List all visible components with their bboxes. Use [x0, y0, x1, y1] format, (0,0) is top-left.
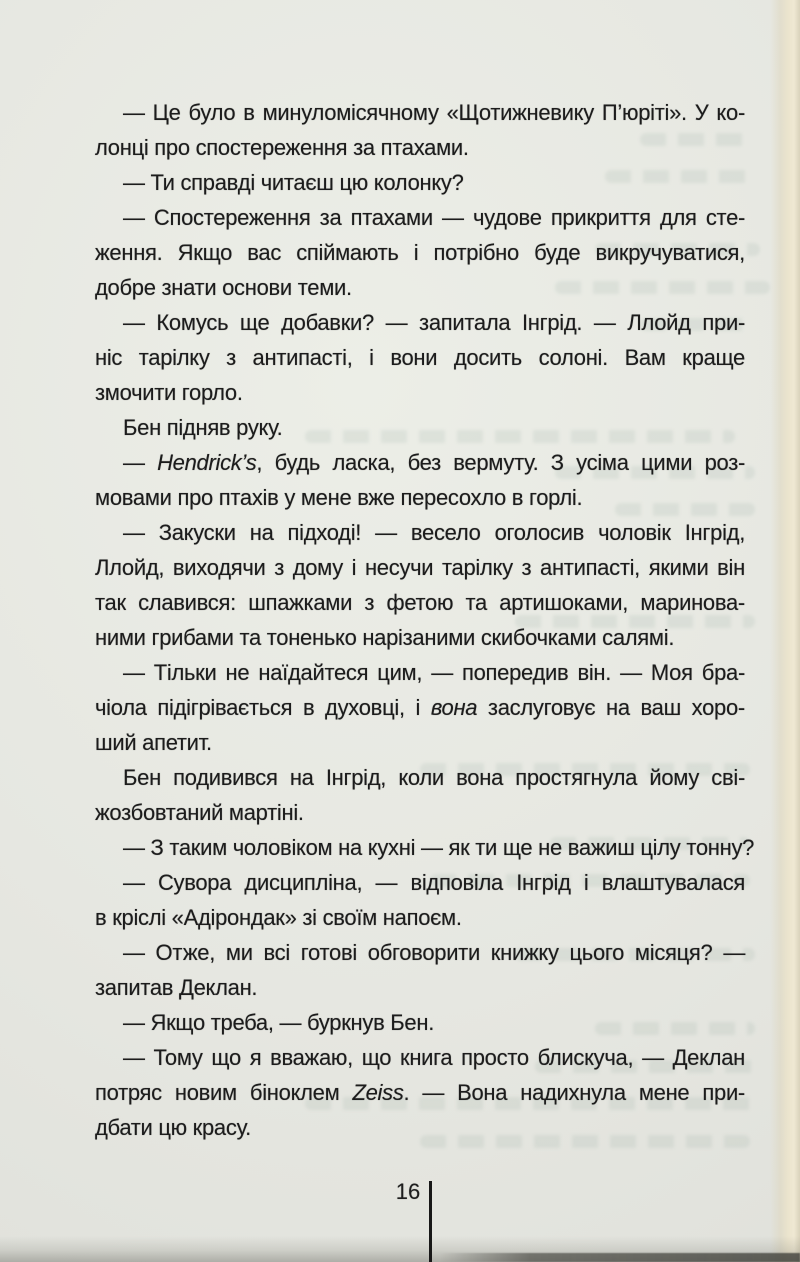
text-line: Ллойд, виходячи з дому і несучи тарілку з антипасті, якими він	[95, 555, 745, 580]
text-line: ження. Якщо вас спіймають і потрібно буде викручуватися,	[95, 240, 745, 265]
text-line: чіола підігрівається в духовці, і вона заслуговує на ваш хоро-	[95, 695, 745, 720]
text-line: — Це було в минуломісячному «Щотижневику П’юріті». У ко-	[123, 100, 745, 125]
text-line: — Комусь ще добавки? — запитала Інгрід. — Ллойд при-	[123, 310, 745, 335]
text-line: Бен підняв руку.	[123, 415, 283, 440]
text-line: — Якщо треба, — буркнув Бен.	[123, 1010, 435, 1035]
text-line: запитав Деклан.	[95, 975, 258, 1000]
text-line: в кріслі «Адірондак» зі своїм напоєм.	[95, 905, 462, 930]
text-line: — Тільки не наїдайтеся цим, — попередив він. — Моя бра-	[123, 660, 745, 685]
text-line: ними грибами та тоненько нарізаними скибочками салямі.	[95, 625, 675, 650]
text-line: мовами про птахів у мене вже пересохло в горлі.	[95, 485, 583, 510]
text-line: добре знати основи теми.	[95, 275, 352, 300]
text-line: змочити горло.	[95, 380, 243, 405]
page-edge-strip	[770, 0, 800, 1262]
text-line: — Hendrick’s, будь ласка, без вермуту. З усіма цими роз-	[123, 450, 746, 475]
text-line: — Тому що я вважаю, що книга просто блискуча, — Деклан	[123, 1045, 746, 1070]
text-line: — Сувора дисципліна, — відповіла Інгрід і влаштувалася	[123, 870, 746, 895]
text-line: — Ти справді читаєш цю колонку?	[123, 170, 464, 195]
text-line: лонці про спостереження за птахами.	[95, 135, 469, 160]
text-line: ший апетит.	[95, 730, 212, 755]
text-line: Бен подивився на Інгрід, коли вона простягнула йому сві-	[123, 765, 745, 790]
page-divider-line	[429, 1181, 432, 1262]
text-line: потряс новим біноклем Zeiss. — Вона надихнула мене при-	[95, 1080, 745, 1105]
text-block	[95, 95, 755, 1145]
text-line: жозбовтаний мартіні.	[95, 800, 304, 825]
page-number: 16	[395, 1179, 421, 1204]
text-line: — Спостереження за птахами — чудове прикриття для сте-	[123, 205, 746, 230]
text-line: дбати цю красу.	[95, 1115, 251, 1140]
bottom-dark-edge	[440, 1253, 800, 1262]
text-line: — З таким чоловіком на кухні — як ти ще не важиш цілу тонну?	[123, 835, 755, 860]
text-line: так славився: шпажками з фетою та артишоками, маринова-	[95, 590, 745, 615]
text-line: — Закуски на підході! — весело оголосив чоловік Інгрід,	[123, 520, 746, 545]
text-line: — Отже, ми всі готові обговорити книжку цього місяця? —	[123, 940, 746, 965]
text-line: ніс тарілку з антипасті, і вони досить солоні. Вам краще	[95, 345, 745, 370]
